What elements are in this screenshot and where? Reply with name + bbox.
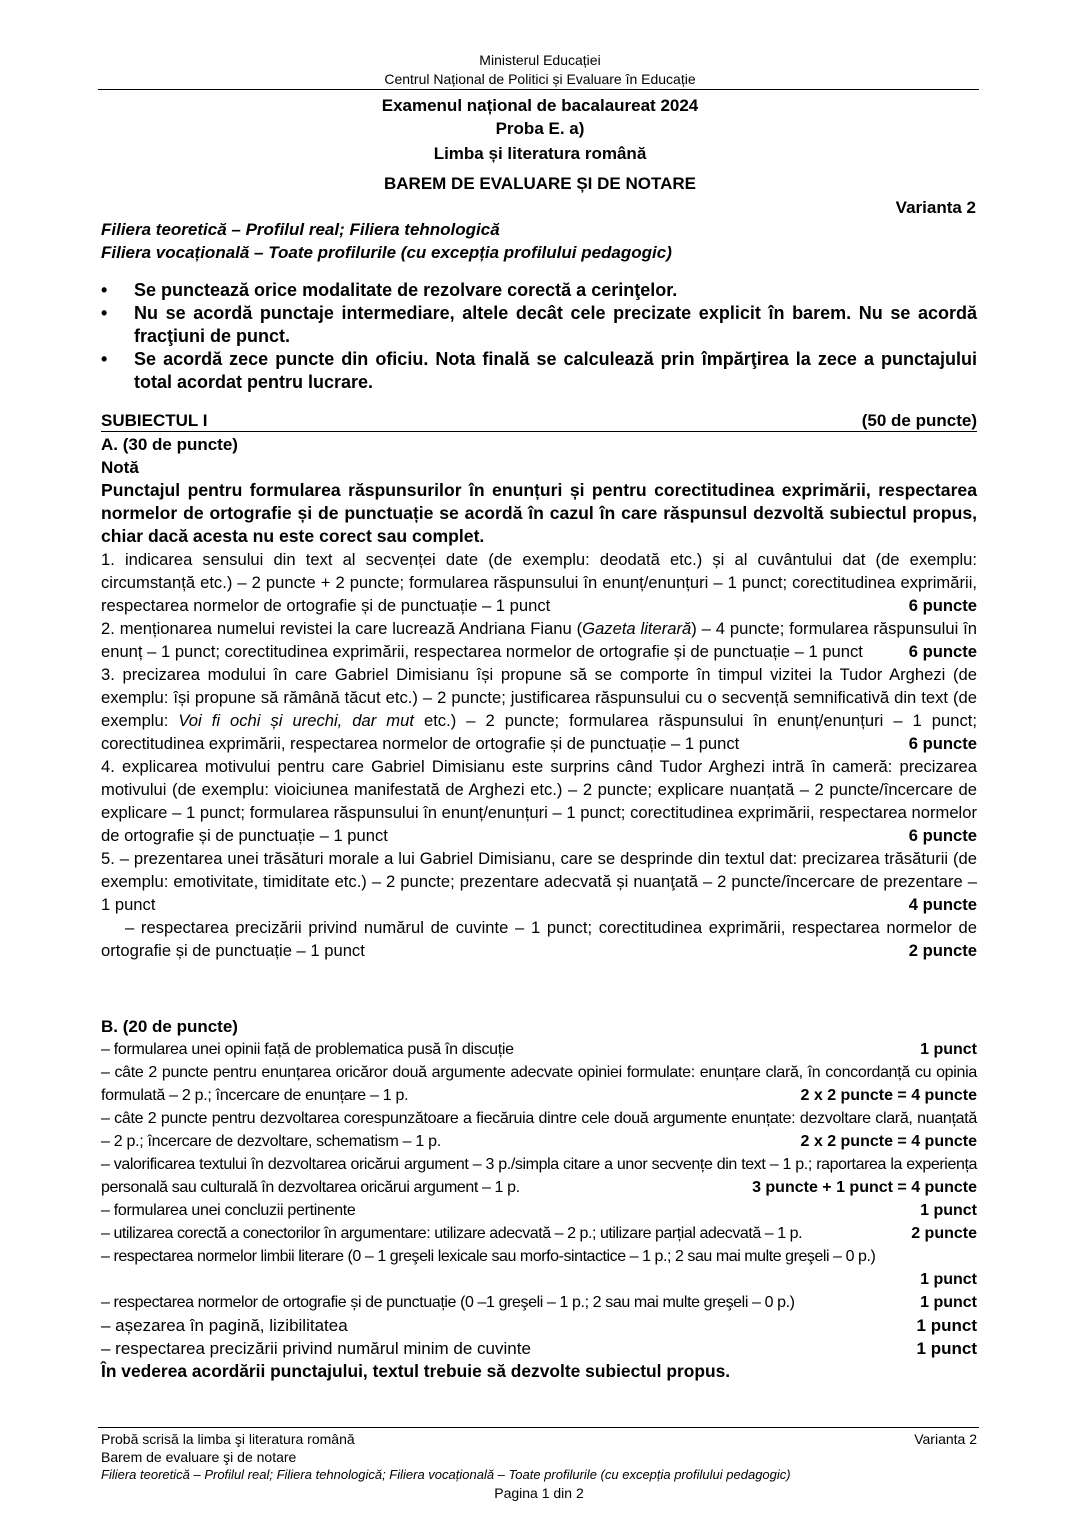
barem-title: BAREM DE EVALUARE ȘI DE NOTARE (383, 174, 696, 193)
subject-title: Limba și literatura română (433, 144, 647, 163)
criterion-row: – câte 2 puncte pentru enunțarea oricăror două argumente adecvate opiniei formulate: enunțare clară, în concordanță cu opinia formulată – 2 p.; încercare de enunțare – 1 p. 2 x 2 puncte = 4 puncte (101, 1064, 977, 1104)
footer (101, 1430, 977, 1502)
rule-item: • Nu se acordă punctaje intermediare, altele decât cele precizate explicit în barem. Nu se acordă fracţiuni de punct. (101, 302, 977, 348)
item-3: 3. precizarea modului în care Gabriel Dimisianu își propune să se comporte în timpul vizitei la Tudor Arghezi (de exemplu: își propune să rămână tăcut etc.) – 2 puncte; justificarea răspunsului cu o secvență semnificativă din text (de exemplu: Voi fi ochi și urechi, dar mut etc.) – 2 puncte; formularea răspunsului în enunț/enunțuri – 1 punct; corectitudinea exprimării, respectarea normelor de ortografie și de punctuație – 1 punct 6 puncte (101, 665, 977, 753)
filiera-line-2: Filiera vocațională – Toate profilurile (cu excepția profilului pedagogic) (101, 243, 672, 262)
part-b-title: B. (20 de puncte) (101, 1017, 238, 1036)
part-a (101, 433, 977, 962)
criterion-row: – formularea unei opinii față de problematica pusă în discuție 1 punct (101, 1041, 977, 1058)
item-2: 2. menționarea numelui revistei la care lucrează Andriana Fianu (Gazeta literară) – 4 puncte; formularea răspunsului în enunț – 1 punct; corectitudinea exprimării, respectarea normelor de ortografie și de punctuație – 1 punct 6 puncte (101, 619, 977, 661)
center-name: Centrul Național de Politici și Evaluare în Educație (384, 71, 696, 87)
footer-filiera: Filiera teoretică – Profilul real; Filiera tehnologică; Filiera vocațională – Toate profilurile (cu excepția profilului pedagogic) (101, 1467, 791, 1482)
nota-label: Notă (101, 458, 139, 477)
item-points: 4 puncte (908, 895, 977, 914)
closing-note: În vederea acordării punctajului, textul trebuie să dezvolte subiectul propus. (101, 1361, 731, 1381)
criterion-row: – utilizarea corectă a conectorilor în argumentare: utilizare adecvată – 2 p.; utilizare parțial adecvată – 1 p. 2 puncte (101, 1225, 977, 1242)
criterion-row: – așezarea în pagină, lizibilitatea 1 punct (101, 1316, 977, 1335)
subiect-1-points: (50 de puncte) (861, 411, 977, 430)
item-points: 6 puncte (908, 826, 977, 845)
item-points: 2 puncte (908, 941, 977, 960)
footer-barem: Barem de evaluare şi de notare (101, 1449, 297, 1465)
criterion-row: – formularea unei concluzii pertinente 1 punct (101, 1202, 977, 1219)
subiect-1-title: SUBIECTUL I (101, 411, 208, 430)
item-5: 5. – prezentarea unei trăsături morale a lui Gabriel Dimisianu, care se desprinde din textul dat: precizarea trăsăturii (de exemplu: emotivitate, timiditate etc.) – 2 puncte; prezentare adecvată și nuanţată – 2 puncte/încercare de prezentare – 1 punct 4 puncte (101, 849, 977, 914)
ministry-name: Ministerul Educației (479, 52, 601, 68)
nota-text: Punctajul pentru formularea răspunsurilor în enunțuri și pentru corectitudinea exprimării, respectarea normelor de ortografie și de punctuație se acordă în cazul în care răspunsul dezvoltă subiectul propus, chiar dacă acesta nu este corect sau complet. (101, 480, 977, 546)
subiect-1-header (101, 410, 977, 432)
item-5b: – respectarea precizării privind numărul de cuvinte – 1 punct; corectitudinea exprimării, respectarea normelor de ortografie și de punctuație – 1 punct 2 puncte (101, 918, 977, 960)
part-b (101, 1015, 977, 1383)
page-number: Pagina 1 din 2 (494, 1485, 584, 1501)
rule-item: • Se acordă zece puncte din oficiu. Nota finală se calculează prin împărţirea la zece a punctajului total acordat pentru lucrare. (101, 348, 977, 394)
rule-item: • Se punctează orice modalitate de rezolvare corectă a cerinţelor. (101, 279, 977, 302)
criterion-row: – respectarea normelor limbii literare (0 – 1 greşeli lexicale sau morfo-sintactice – 1 p.; 2 sau mai multe greşeli – 0 p.) 1 punct (101, 1248, 977, 1288)
item-1: 1. indicarea sensului din text al secvenței date (de exemplu: deodată etc.) și al cuvântului dat (de exemplu: circumstanță etc.) – 2 puncte + 2 puncte; formularea răspunsului în enunț/enunțuri – 1 punct; corectitudinea exprimării, respectarea normelor de ortografie și de punctuație – 1 punct 6 puncte (101, 550, 977, 615)
proba-title: Proba E. a) (495, 119, 585, 138)
general-rules (101, 279, 977, 394)
item-points: 6 puncte (908, 642, 977, 661)
header-rule (98, 89, 979, 90)
criterion-row: – câte 2 puncte pentru dezvoltarea corespunzătoare a fiecăruia dintre cele două argumente enunțate: dezvoltare clară, nuanțată – 2 p.; încercare de dezvoltare, schematism – 1 p. 2 x 2 puncte = 4 puncte (101, 1110, 977, 1150)
item-points: 6 puncte (908, 734, 977, 753)
criterion-row: – valorificarea textului în dezvoltarea oricărui argument – 3 p./simpla citare a unor secvențe din text – 1 p.; raportarea la experiența personală sau culturală în dezvoltarea oricărui argument – 1 p. 3 puncte + 1 punct = 4 puncte (101, 1156, 977, 1196)
footer-exam: Probă scrisă la limba şi literatura română (101, 1431, 355, 1447)
criterion-row: – respectarea normelor de ortografie și de punctuație (0 –1 greşeli – 1 p.; 2 sau mai multe greşeli – 0 p.) 1 punct (101, 1294, 977, 1311)
criterion-row: – respectarea precizării privind numărul minim de cuvinte 1 punct (101, 1339, 977, 1358)
item-4: 4. explicarea motivului pentru care Gabriel Dimisianu este surprins când Tudor Arghezi intră în cameră: precizarea motivului (de exemplu: vioiciunea manifestată de Arghezi etc.) – 2 puncte; explicare nuanțată – 2 puncte/încercare de explicare – 1 punct; formularea răspunsului în enunț/enunțuri – 1 punct; corectitudinea exprimării, respectarea normelor de ortografie și de punctuație – 1 punct 6 puncte (101, 757, 977, 845)
footer-rule (98, 1427, 979, 1428)
varianta-label: Varianta 2 (895, 198, 976, 217)
item-points: 6 puncte (908, 596, 977, 615)
filiera-line-1: Filiera teoretică – Profilul real; Filiera tehnologică (101, 220, 500, 239)
footer-varianta: Varianta 2 (914, 1431, 977, 1447)
part-a-title: A. (30 de puncte) (101, 435, 238, 454)
exam-title: Examenul național de bacalaureat 2024 (381, 96, 699, 115)
